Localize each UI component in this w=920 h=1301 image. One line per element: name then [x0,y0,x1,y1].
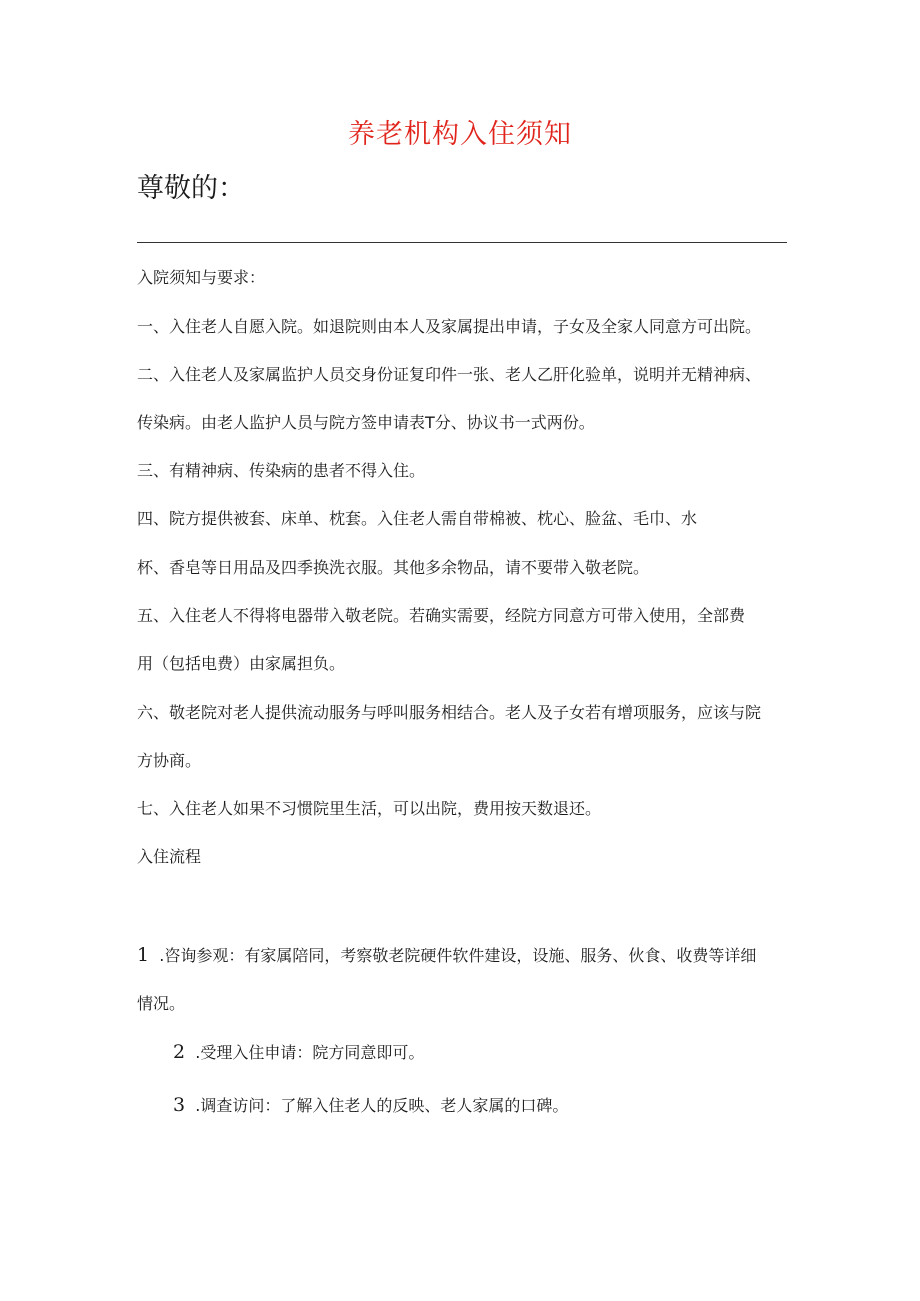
rule-item: 杯、香皂等日用品及四季换洗衣服。其他多余物品，请不要带入敬老院。 [137,558,650,577]
document-title: 养老机构入住须知 [348,119,572,150]
rule-item: 七、入住老人如果不习惯院里生活，可以出院，费用按天数退还。 [137,799,602,818]
notice-heading: 入院须知与要求： [137,268,266,287]
divider-line [137,242,787,243]
step-text: .受理入住申请：院方同意即可。 [195,1043,425,1062]
step-number: 1 [137,944,150,966]
salutation: 尊敬的： [137,173,245,204]
process-step-1-continuation: 情况。 [137,994,186,1013]
rule-item: 六、敬老院对老人提供流动服务与呼叫服务相结合。老人及子女若有增项服务，应该与院 [137,703,762,722]
rule-item: 方协商。 [137,751,202,770]
step-number: 3 [173,1094,186,1116]
rule-item: 四、院方提供被套、床单、枕套。入住老人需自带棉被、枕心、脸盆、毛巾、水 [137,509,698,528]
process-step-1 [137,945,756,966]
rule-item: 三、有精神病、传染病的患者不得入住。 [137,461,426,480]
rule-item: 一、入住老人自愿入院。如退院则由本人及家属提出申请，子女及全家人同意方可出院。 [137,317,762,336]
rule-item: 二、入住老人及家属监护人员交身份证复印件一张、老人乙肝化验单，说明并无精神病、 [137,365,762,384]
rule-item: 五、入住老人不得将电器带入敬老院。若确实需要，经院方同意方可带入使用，全部费 [137,606,746,625]
rule-item: 传染病。由老人监护人员与院方签申请表T分、协议书一式两份。 [137,413,595,432]
process-heading: 入住流程 [137,847,202,866]
rule-item: 用（包括电费）由家属担负。 [137,654,346,673]
step-text: .咨询参观：有家属陪同，考察敬老院硬件软件建设，设施、服务、伙食、收费等详细 [159,946,757,965]
process-step-2 [173,1042,424,1063]
step-text: .调查访问：了解入住老人的反映、老人家属的口碑。 [195,1096,569,1115]
step-number: 2 [173,1041,186,1063]
process-step-3 [173,1095,568,1116]
